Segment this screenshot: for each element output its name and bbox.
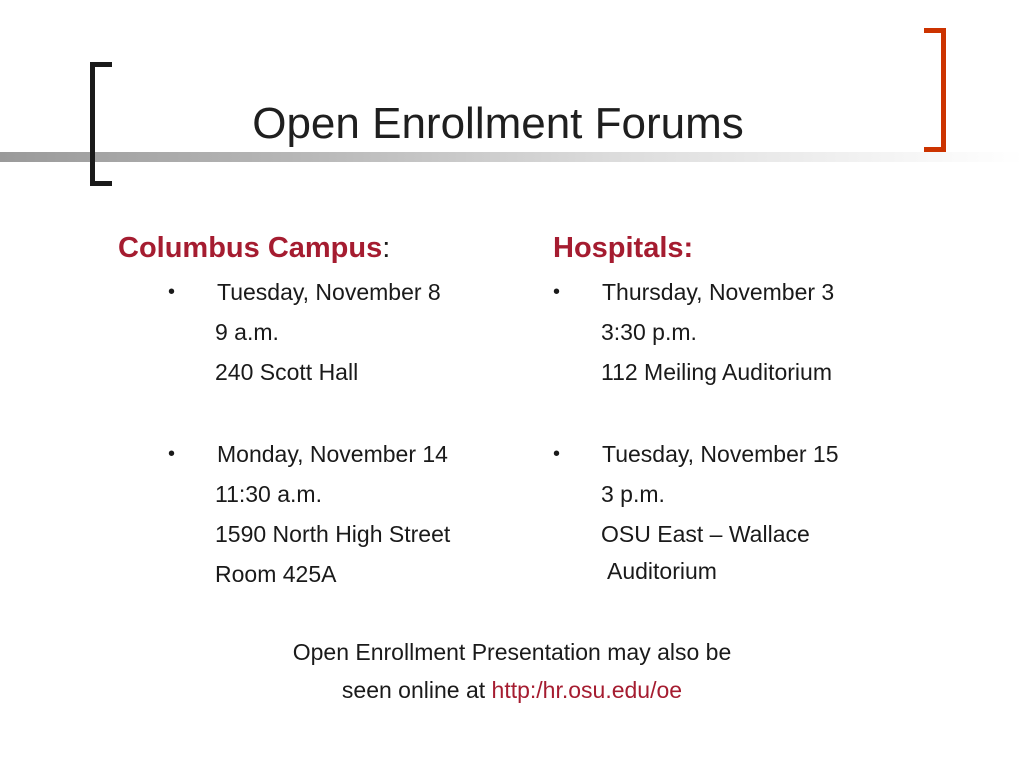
- columbus-entry-1-location: 240 Scott Hall: [215, 359, 359, 385]
- bullet-icon: •: [168, 281, 176, 303]
- bullet-icon: •: [553, 281, 561, 303]
- bullet-icon: •: [168, 443, 176, 465]
- bullet-icon: •: [553, 443, 561, 465]
- hospitals-column: [553, 228, 973, 588]
- hospitals-entry-2: [553, 434, 973, 588]
- hospitals-entry-2-time: 3 p.m.: [601, 481, 665, 507]
- hospitals-heading: Hospitals:: [553, 232, 694, 264]
- hospitals-entry-1-day-row: [553, 272, 973, 312]
- hospitals-entry-1-day: Thursday, November 3: [602, 279, 835, 305]
- columbus-campus-heading: [118, 228, 538, 268]
- hospitals-entry-2-day: Tuesday, November 15: [602, 441, 839, 467]
- hospitals-entry-1: [553, 272, 973, 392]
- columbus-entry-1: [118, 272, 538, 392]
- hospitals-entry-2-location-line1: OSU East – Wallace: [601, 521, 810, 547]
- hospitals-entry-2-location-line2: [553, 554, 973, 588]
- columbus-entry-2-room: Room 425A: [215, 561, 337, 587]
- footer-line-1: Open Enrollment Presentation may also be: [292, 639, 732, 665]
- columbus-entry-1-time: 9 a.m.: [215, 319, 279, 345]
- columbus-heading-text: Columbus Campus: [118, 232, 383, 264]
- hospitals-entry-2-day-row: [553, 434, 973, 474]
- hospitals-entry-1-time: 3:30 p.m.: [601, 319, 697, 345]
- slide-title-text: Open Enrollment Forums: [252, 99, 744, 148]
- footer-line-2-prefix: seen online at: [341, 677, 492, 703]
- columbus-entry-1-day-row: [118, 272, 538, 312]
- columbus-entry-2-time: 11:30 a.m.: [215, 481, 322, 507]
- footer-note: [0, 633, 1024, 709]
- footer-line-2: [0, 671, 1024, 709]
- columbus-entry-1-day: Tuesday, November 8: [217, 279, 441, 305]
- entry-spacer: [118, 392, 538, 434]
- columbus-campus-column: [118, 228, 538, 594]
- footer-link[interactable]: http:/hr.osu.edu/oe: [491, 677, 683, 703]
- hospitals-entry-1-location: 112 Meiling Auditorium: [601, 359, 832, 385]
- entry-spacer: [553, 392, 973, 434]
- hospitals-entry-2-location-line2-text: Auditorium: [607, 558, 717, 584]
- columbus-entry-2-location: 1590 North High Street: [215, 521, 451, 547]
- columbus-heading-colon: :: [382, 232, 391, 264]
- title-underline-bar: [0, 152, 1024, 162]
- slide-title: [0, 98, 1024, 150]
- columbus-entry-2-day: Monday, November 14: [217, 441, 448, 467]
- columbus-entry-2-day-row: [118, 434, 538, 474]
- columbus-entry-2: [118, 434, 538, 594]
